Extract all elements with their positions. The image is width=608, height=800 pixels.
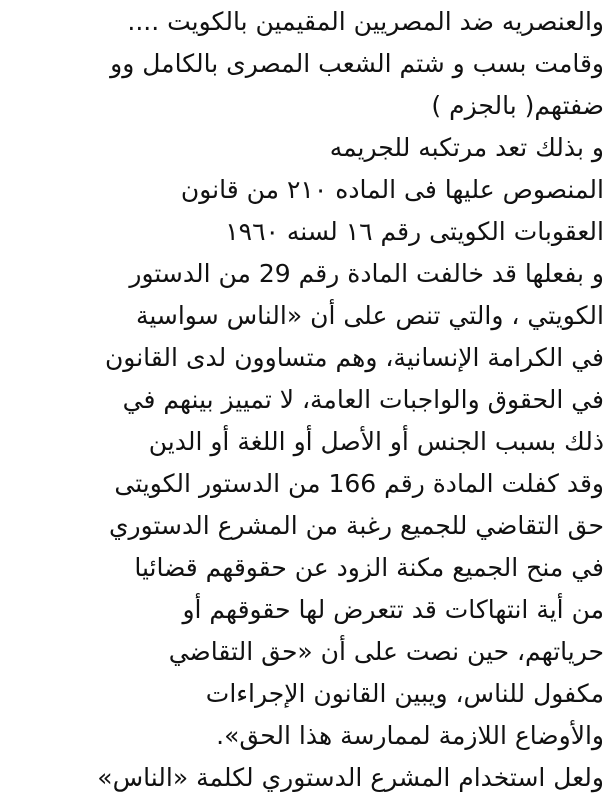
text-line: وقد كفلت المادة رقم 166 من الدستور الكويتى [114,469,604,498]
text-line: في الكرامة الإنسانية، وهم متساوون لدى القانون [104,343,604,372]
text-line: والعنصريه ضد المصريين المقيمين بالكويت .... [127,7,604,36]
text-line: مكفول للناس، ويبين القانون الإجراءات [205,679,604,708]
text-line: و بذلك تعد مرتكبه للجريمه [329,133,604,162]
text-line: ذلك بسبب الجنس أو الأصل أو اللغة أو الدين [148,427,604,456]
text-line: و بفعلها قد خالفت المادة رقم 29 من الدستور [129,259,604,288]
text-line: حق التقاضي للجميع رغبة من المشرع الدستوري [108,511,604,540]
text-line: ولعل استخدام المشرع الدستوري لكلمة «الناس» [97,763,604,792]
text-line: من أية انتهاكات قد تتعرض لها حقوقهم أو [182,595,604,624]
text-line: العقوبات الكويتى رقم ١٦ لسنه ١٩٦٠ [225,217,604,246]
text-line: والأوضاع اللازمة لممارسة هذا الحق». [216,721,604,750]
text-line: ضفتهم( بالجزم ) [431,91,604,120]
text-line: المنصوص عليها فى الماده ٢١٠ من قانون [180,175,604,204]
text-line: في الحقوق والواجبات العامة، لا تمييز بينهم في [122,385,604,414]
text-line: حرياتهم، حين نصت على أن «حق التقاضي [168,637,604,666]
text-line: الكويتي ، والتي تنص على أن «الناس سواسية [135,301,604,330]
text-line: في منح الجميع مكنة الزود عن حقوقهم قضائيا [134,553,604,582]
text-line: وقامت بسب و شتم الشعب المصرى بالكامل وو [110,49,604,78]
